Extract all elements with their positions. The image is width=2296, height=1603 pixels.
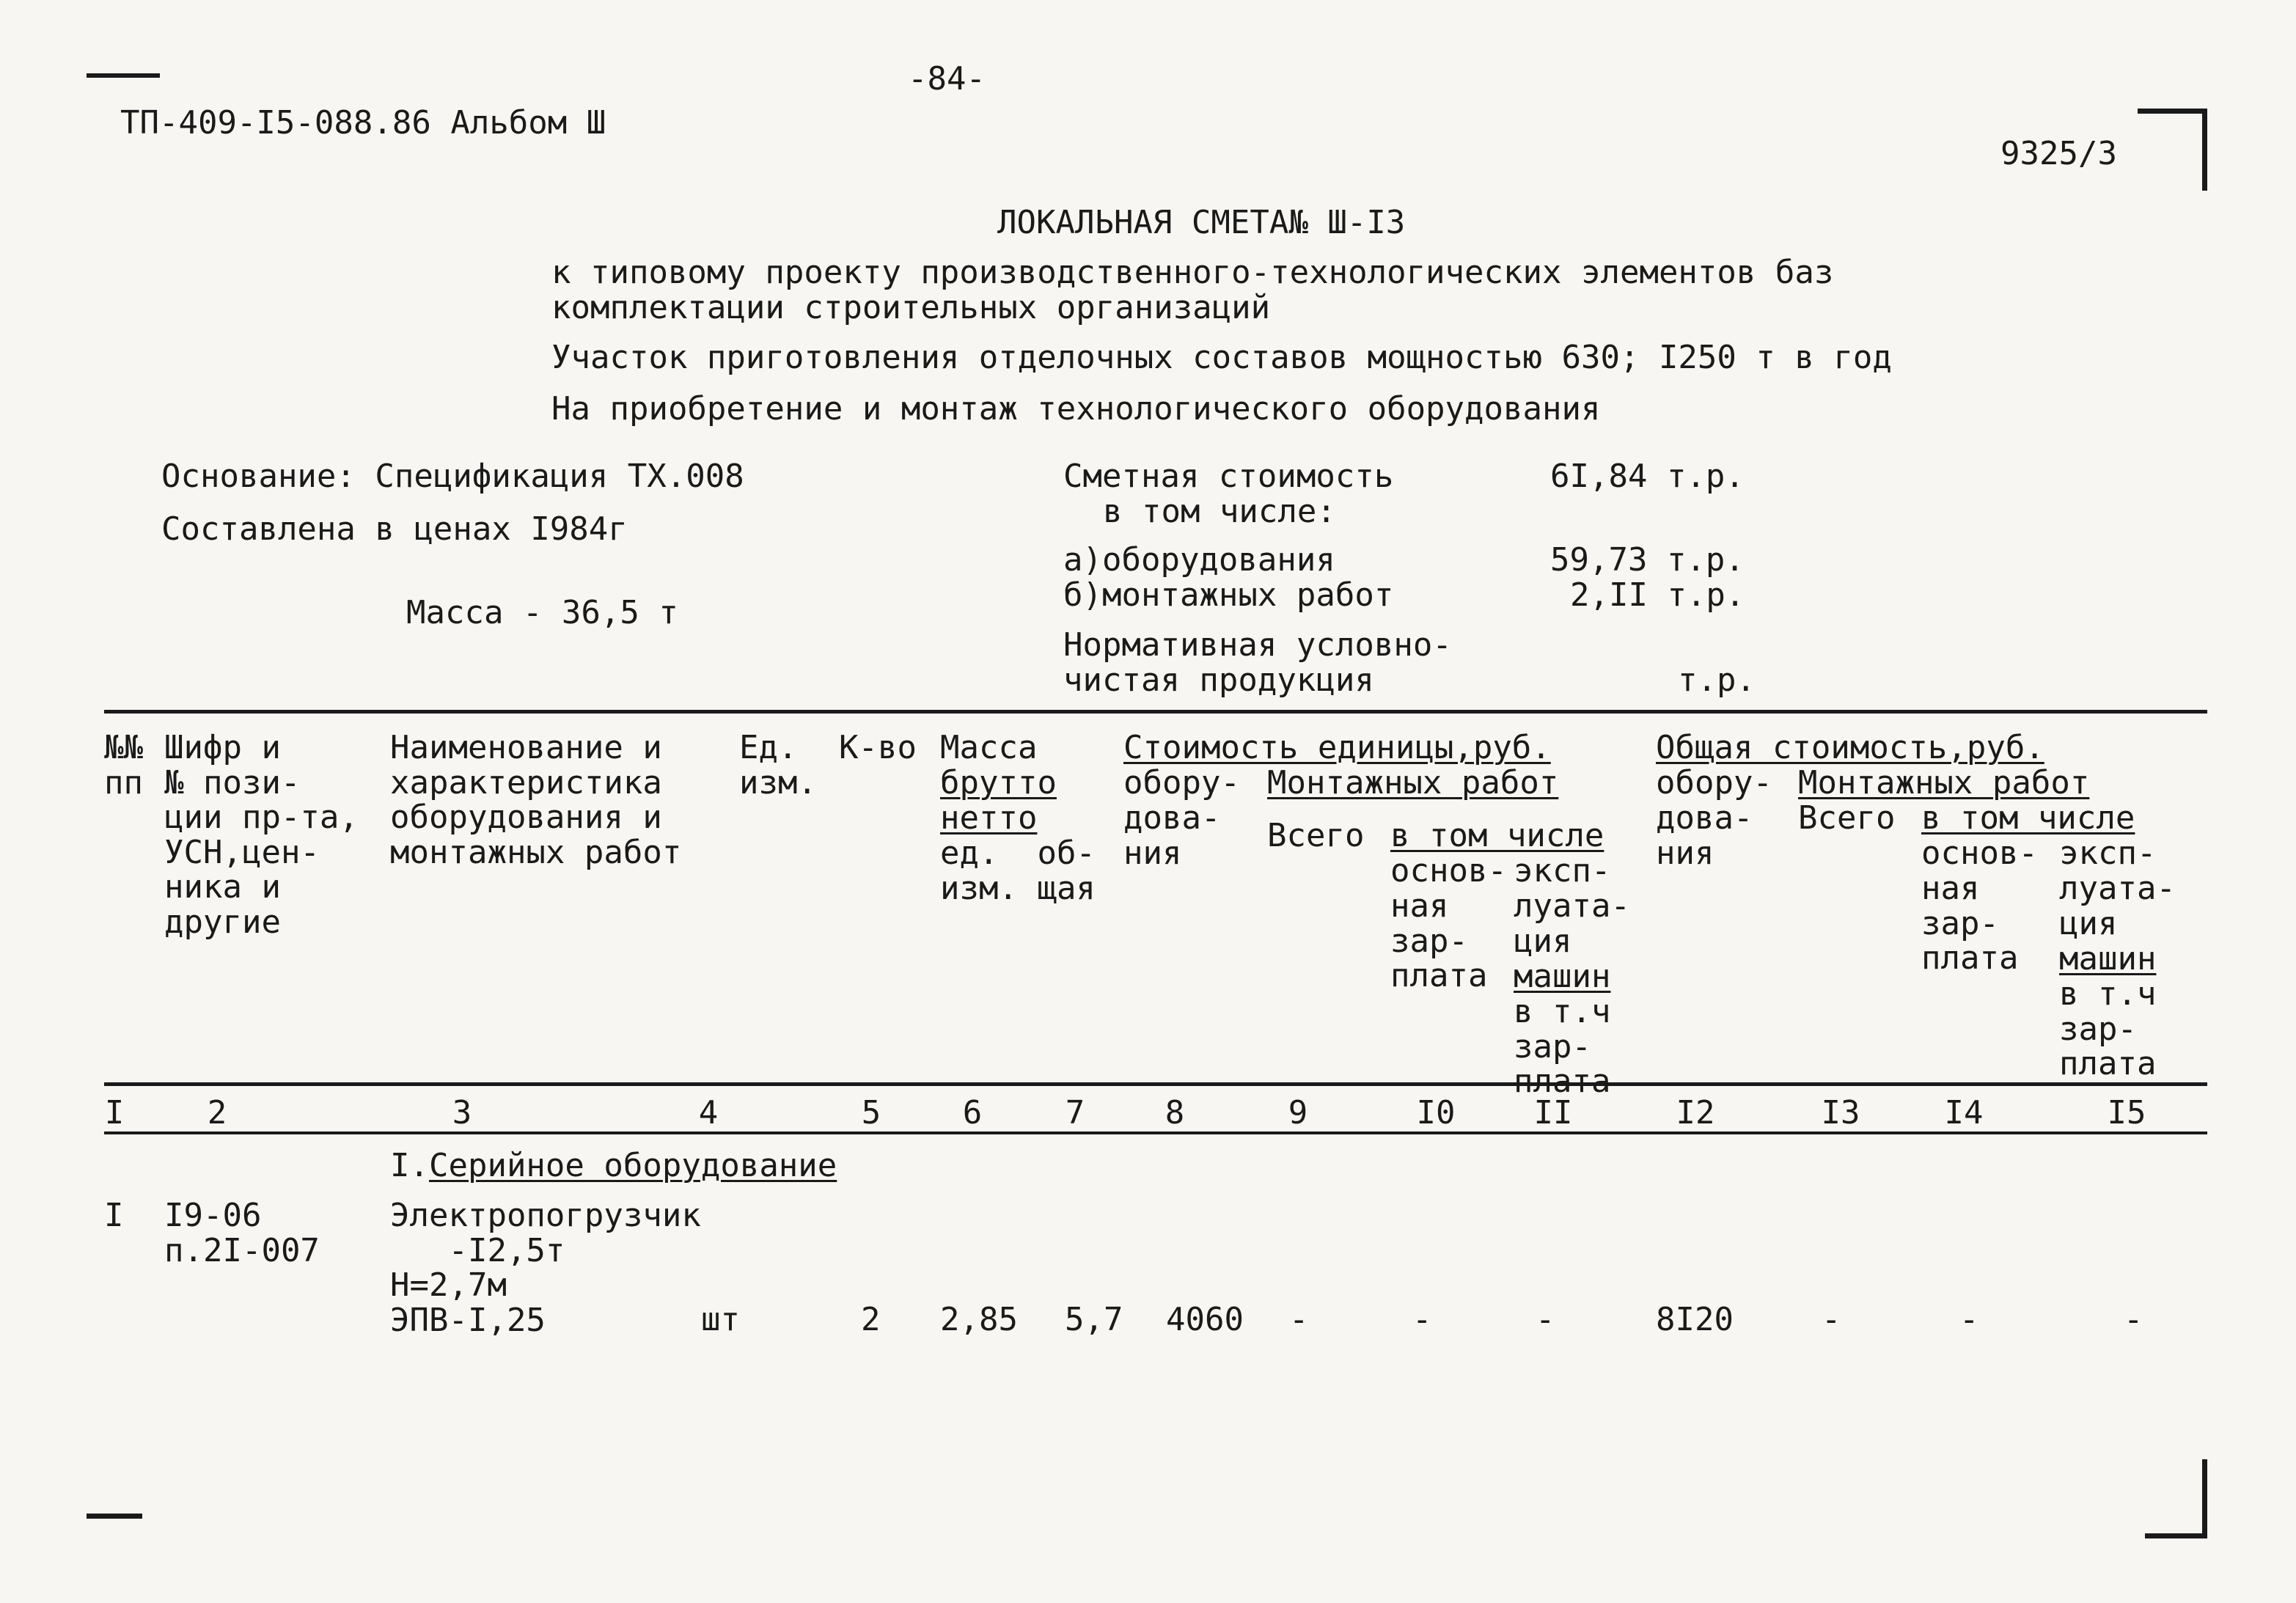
header-bottom-rule [104,1082,2207,1086]
col-header-unit-exp-3: в т.ч зар- плата [1514,993,1611,1101]
project-line-2: комплектации строительных организаций [551,289,1271,326]
col-number: II [1533,1094,1573,1131]
equipment-cost-label: а)оборудования [1063,541,1335,579]
corner-mark-top-right-h [2138,109,2207,114]
col-header-total-basic-2: ная зар- плата [1921,870,2019,977]
col-header-mass-sub: ед. об- изм. щая [940,834,1096,907]
col-header-total-basic: основ- [1921,834,2038,872]
col-header-unit-basic: основ- [1390,852,1507,889]
col-header-unit-exp: эксп- [1514,852,1611,889]
col-header-total-install: Монтажных работ [1798,764,2090,802]
row-1-total-exp: - [2124,1301,2143,1338]
corner-mark-top-right-v [2202,109,2207,191]
prices-text: Составлена в ценах I984г [161,510,628,548]
col-number: I [104,1094,125,1131]
col-header-total-exp-3: в т.ч зар- плата [2059,975,2157,1083]
row-1-mass-total: 5,7 [1065,1301,1123,1338]
estimate-title: ЛОКАЛЬНАЯ СМЕТА№ Ш-I3 [997,204,1406,241]
col-header-mass: Масса [940,729,1038,766]
row-1-qty: 2 [861,1301,881,1338]
row-1-total-install: - [1822,1301,1841,1338]
col-number: I0 [1416,1094,1456,1131]
col-header-unit: Ед. изм. [739,729,817,802]
corner-mark-bottom-right-h [2145,1533,2207,1538]
col-number: 5 [861,1094,881,1131]
col-number: I5 [2107,1094,2146,1131]
col-header-code: Шифр и № пози- ции пр-та, УСН,цен- ника и другие [164,729,359,941]
col-number: 3 [452,1094,472,1131]
mass-text: Масса - 36,5 т [406,594,678,631]
col-header-unit-install: Монтажных работ [1267,764,1559,802]
col-number: I4 [1944,1094,1984,1131]
row-1-unit: шт [701,1301,740,1338]
col-header-no: №№ пп [104,729,143,802]
row-1-total-basic: - [1959,1301,1979,1338]
row-1-install-exp: - [1536,1301,1555,1338]
col-number: 2 [207,1094,227,1131]
site-line: Участок приготовления отделочных составов мощностью 630; I250 т в год [551,339,1892,376]
col-header-unit-cost: Стоимость единицы,руб. [1123,729,1551,766]
col-number: 6 [962,1094,983,1131]
col-header-unit-equip-2: дова- ния [1123,799,1221,872]
col-header-unit-machines: машин [1514,958,1611,995]
estimate-cost-value: 6I,84 т.р. [1550,458,1745,495]
estimate-cost-sublabel: в том числе: [1103,493,1336,530]
document-code: ТП-409-I5-088.86 Альбом Ш [120,104,606,142]
normative-product-label-2: чистая продукция [1063,661,1374,699]
table-top-rule [104,710,2207,714]
corner-mark-bottom-right-v [2202,1459,2207,1538]
corner-mark-bottom-left [87,1514,142,1519]
purpose-line: На приобретение и монтаж технологического оборудования [551,390,1601,428]
page-number: -84- [908,60,986,98]
col-header-total-total: Всего [1798,799,1896,837]
installation-cost-value: 2,II т.р. [1570,576,1745,614]
col-numbers-rule [104,1131,2207,1134]
col-header-unit-equip: обору- [1123,764,1240,802]
equipment-cost-value: 59,73 т.р. [1550,541,1745,579]
section-number: I. [390,1147,429,1184]
normative-product-label: Нормативная условно- [1063,626,1452,664]
col-header-unit-total: Всего [1267,817,1365,854]
col-number: I2 [1676,1094,1715,1131]
row-1-install-basic: - [1412,1301,1432,1338]
sheet-code: 9325/3 [2000,135,2117,172]
project-line-1: к типовому проекту производственного-технологических элементов баз [551,254,1834,291]
installation-cost-label: б)монтажных работ [1063,576,1394,614]
normative-product-value: т.р. [1678,661,1756,699]
col-header-mass-net: нетто [940,799,1038,837]
col-header-unit-exp-2: луата- ция [1514,887,1630,960]
row-1-mass-unit: 2,85 [940,1301,1018,1338]
col-header-total-exp-2: луата- ция [2059,870,2176,942]
col-header-total-incl: в том числе [1921,799,2135,837]
col-header-unit-incl: в том числе [1390,817,1604,854]
row-1-equip-total: 8I20 [1656,1301,1734,1338]
col-header-mass-gross: брутто [940,764,1057,802]
section-heading [390,1148,837,1184]
basis-text: Основание: Спецификация ТХ.008 [161,458,744,495]
col-header-total-exp: эксп- [2059,834,2157,872]
col-header-total-cost: Общая стоимость,руб. [1656,729,2044,766]
col-header-total-equip: обору- [1656,764,1772,802]
row-1-code: I9-06 п.2I-007 [164,1197,320,1269]
section-title: Серийное оборудование [428,1147,837,1184]
corner-mark-top-left [87,73,160,78]
row-1-install-total: - [1289,1301,1309,1338]
col-number: 9 [1288,1094,1308,1131]
col-header-qty: К-во [839,729,917,766]
col-header-name: Наименование и характеристика оборудования и монтажных работ [390,729,682,871]
col-header-unit-basic-2: ная зар- плата [1390,887,1488,995]
col-header-total-machines: машин [2059,940,2157,977]
row-1-name: Электропогрузчик -I2,5т Н=2,7м ЭПВ-I,25 [390,1197,701,1339]
col-number: 7 [1065,1094,1085,1131]
col-number: I3 [1821,1094,1860,1131]
row-1-equip-unit: 4060 [1166,1301,1244,1338]
row-1-no: I [104,1197,124,1234]
col-header-total-equip-2: дова- ния [1656,799,1753,872]
col-number: 4 [698,1094,719,1131]
estimate-cost-label: Сметная стоимость [1063,458,1394,495]
col-number: 8 [1164,1094,1185,1131]
